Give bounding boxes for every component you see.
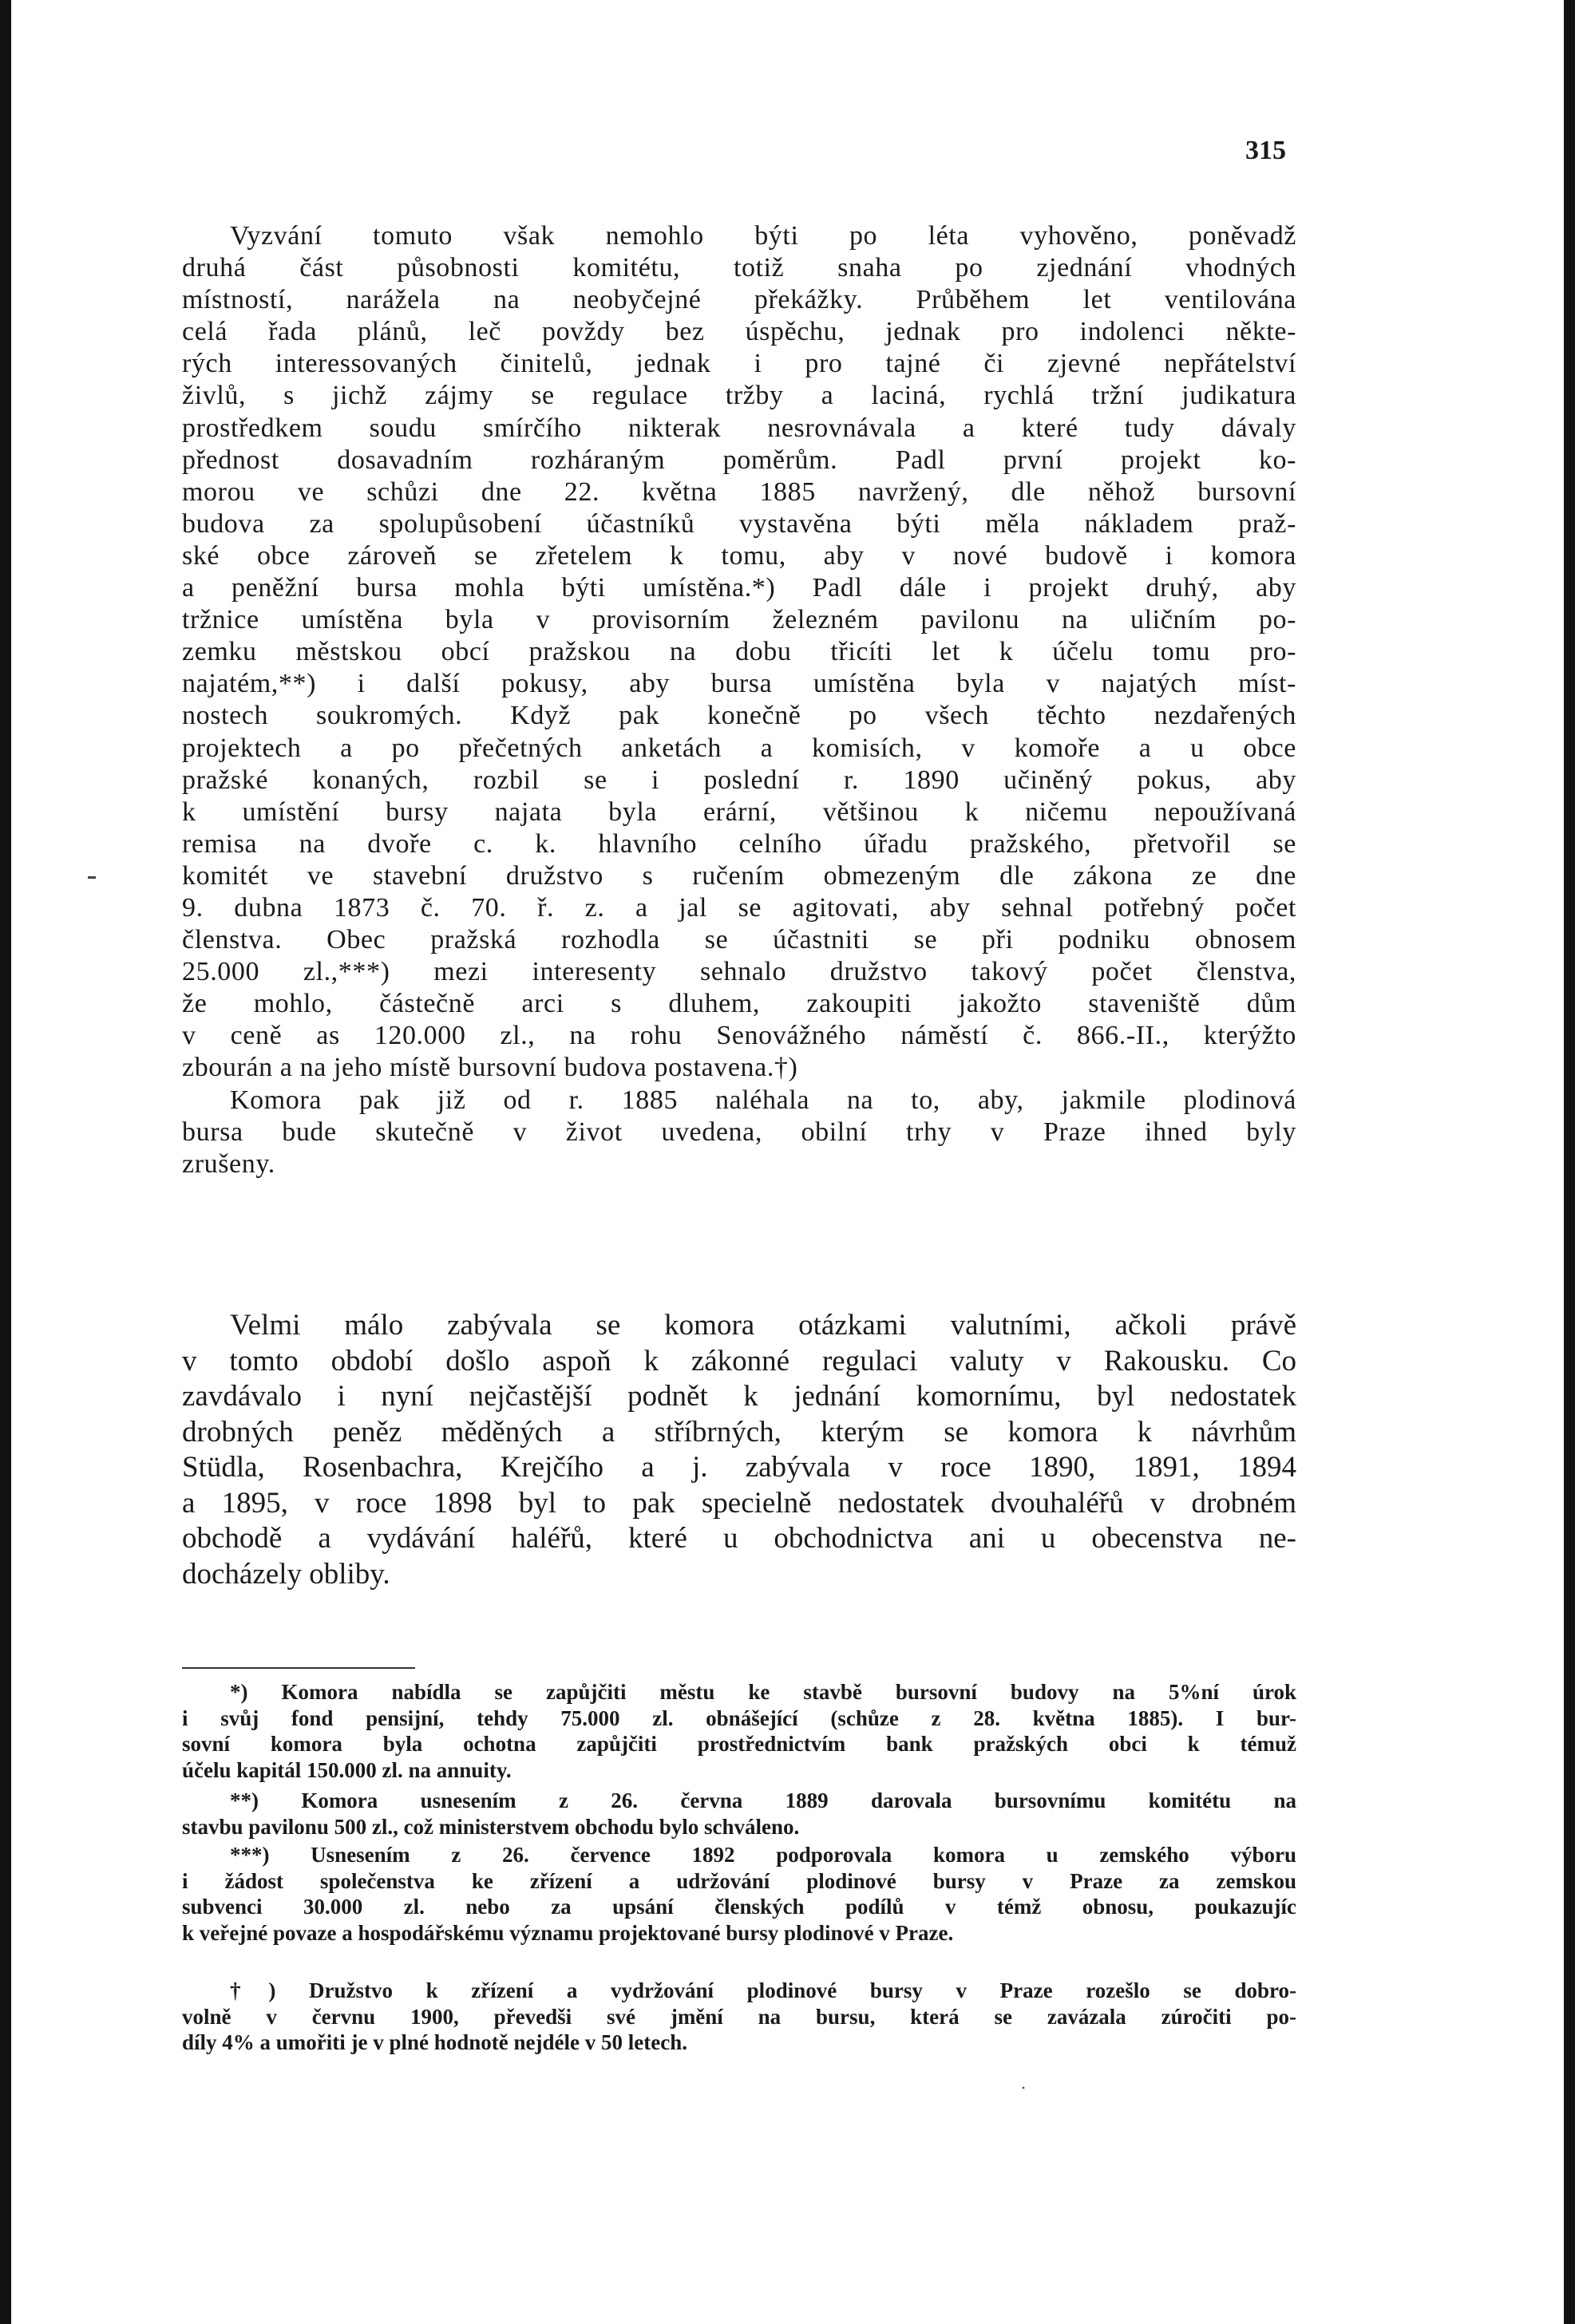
footnote-line: i svůj fond pensijní, tehdy 75.000 zl. obnášející (schůze z 28. května 1885). I bur- (182, 1705, 1296, 1730)
text-line: celá řada plánů, leč povždy bez úspěchu, jednak pro indolenci někte- (182, 317, 1296, 347)
text-line: druhá část působnosti komitétu, totiž snaha po zjednání vhodných (182, 253, 1296, 283)
footnote-line: volně v červnu 1900, převedši své jmění na bursu, která se zavázala zúročiti po- (182, 2004, 1296, 2029)
text-line: drobných peněz měděných a stříbrných, kterým se komora k návrhům (182, 1415, 1296, 1449)
paragraph-currency (182, 1308, 1296, 1592)
footnote-1 (182, 1679, 1296, 1783)
text-line: v ceně as 120.000 zl., na rohu Senovážného náměstí č. 866.-II., kterýžto (182, 1021, 1296, 1051)
footnote-line: ***) Usnesením z 26. července 1892 podporovala komora u zemského výboru (230, 1843, 1296, 1867)
text-line: najatém,**) i další pokusy, aby bursa umístěna byla v najatých míst- (182, 669, 1296, 699)
text-line: 9. dubna 1873 č. 70. ř. z. a jal se agitovati, aby sehnal potřebný počet (182, 892, 1296, 923)
text-line: živlů, s jichž zájmy se regulace tržby a laciná, rychlá tržní judikatura (182, 381, 1296, 411)
text-line: bursa bude skutečně v život uvedena, obilní trhy v Praze ihned byly (182, 1117, 1296, 1147)
text-line: zemku městskou obcí pražskou na dobu třicíti let k účelu tomu pro- (182, 637, 1296, 667)
text-line: a 1895, v roce 1898 byl to pak specielně nedostatek dvouhaléřů v drobném (182, 1486, 1296, 1520)
text-line: remisa na dvoře c. k. hlavního celního úřadu pražského, přetvořil se (182, 828, 1296, 859)
text-line: zrušeny. (182, 1148, 275, 1179)
footnote-line: subvenci 30.000 zl. nebo za upsání členských podílů v témž obnosu, poukazujíc (182, 1895, 1296, 1919)
text-line: přednost dosavadním rozháraným poměrům. Padl první projekt ko- (182, 445, 1296, 475)
footnote-2 (182, 1788, 1296, 1840)
text-line: členstva. Obec pražská rozhodla se účastniti se při podniku obnosem (182, 925, 1296, 955)
text-line: nostech soukromých. Když pak konečně po všech těchto nezdařených (182, 701, 1296, 731)
text-line: budova za spolupůsobení účastníků vystavěna býti měla nákladem praž- (182, 508, 1296, 539)
left-scan-border (0, 0, 11, 2324)
footnote-4 (182, 1978, 1296, 2056)
footnote-3 (182, 1842, 1296, 1946)
text-line: 25.000 zl.,***) mezi interesenty sehnalo družstvo takový počet členstva, (182, 957, 1296, 987)
text-line: obchodě a vydávání haléřů, které u obchodnictva ani u obecenstva ne- (182, 1522, 1296, 1555)
text-line: místností, narážela na neobyčejné překážky. Průběhem let ventilována (182, 285, 1296, 315)
text-line: Vyzvání tomuto však nemohlo býti po léta vyhověno, poněvadž (230, 221, 1296, 251)
scan-speck: · (1020, 2078, 1027, 2099)
text-line: docházely obliby. (182, 1557, 390, 1591)
text-line: k umístění bursy najata byla erární, většinou k ničemu nepoužívaná (182, 796, 1296, 827)
margin-mark (88, 876, 96, 879)
footnote-line: k veřejné povaze a hospodářskému významu projektované bursy plodinové v Praze. (182, 1920, 954, 1945)
text-line: Velmi málo zabývala se komora otázkami valutními, ačkoli právě (230, 1309, 1296, 1342)
text-line: komitét ve stavební družstvo s ručením obmezeným dle zákona ze dne (182, 860, 1296, 891)
text-line: prostředkem soudu smírčího nikterak nesrovnávala a které tudy dávaly (182, 413, 1296, 443)
text-line: zavdávalo i nyní nejčastější podnět k jednání komornímu, byl nedostatek (182, 1380, 1296, 1413)
footnote-line: *) Komora nabídla se zapůjčiti městu ke stavbě bursovní budovy na 5%ní úrok (230, 1680, 1296, 1704)
footnote-line: účelu kapitál 150.000 zl. na annuity. (182, 1757, 512, 1782)
text-line: zbourán a na jeho místě bursovní budova postavena.†) (182, 1053, 798, 1083)
text-line: tržnice umístěna byla v provisorním železném pavilonu na uličním po- (182, 605, 1296, 635)
text-line: projektech a po přečetných anketách a komisích, v komoře a u obce (182, 733, 1296, 763)
text-line: Stüdla, Rosenbachra, Krejčího a j. zabývala v roce 1890, 1891, 1894 (182, 1451, 1296, 1484)
text-line: morou ve schůzi dne 22. května 1885 navržený, dle něhož bursovní (182, 476, 1296, 507)
text-line: že mohlo, částečně arci s dluhem, zakoupiti jakožto staveniště dům (182, 989, 1296, 1019)
text-line: rých interessovaných činitelů, jednak i pro tajné či zjevné nepřátelství (182, 349, 1296, 379)
paragraph-bursa-building (182, 220, 1296, 1180)
footnote-line: díly 4% a umořiti je v plné hodnotě nejdéle v 50 letech. (182, 2030, 687, 2054)
footnote-separator (182, 1667, 415, 1669)
page-number: 315 (1245, 136, 1286, 165)
right-scan-border (1564, 0, 1575, 2324)
text-line: v tomto období došlo aspoň k zákonné regulaci valuty v Rakousku. Co (182, 1344, 1296, 1377)
footnote-line: stavbu pavilonu 500 zl., což ministerstvem obchodu bylo schváleno. (182, 1814, 800, 1839)
text-line: a peněžní bursa mohla býti umístěna.*) Padl dále i projekt druhý, aby (182, 573, 1296, 603)
footnote-line: i žádost společenstva ke zřízení a udržování plodinové bursy v Praze za zemskou (182, 1868, 1296, 1893)
footnote-line: sovní komora byla ochotna zapůjčiti prostřednictvím bank pražských obci k témuž (182, 1732, 1296, 1756)
text-line: Komora pak již od r. 1885 naléhala na to, aby, jakmile plodinová (230, 1085, 1296, 1115)
text-line: ské obce zároveň se zřetelem k tomu, aby v nové budově i komora (182, 540, 1296, 571)
footnote-line: **) Komora usnesením z 26. června 1889 darovala bursovnímu komitétu na (230, 1788, 1296, 1812)
footnote-line: †) Družstvo k zřízení a vydržování plodinové bursy v Praze rozešlo se dobro- (230, 1978, 1296, 2002)
text-line: pražské konaných, rozbil se i poslední r. 1890 učiněný pokus, aby (182, 765, 1296, 795)
